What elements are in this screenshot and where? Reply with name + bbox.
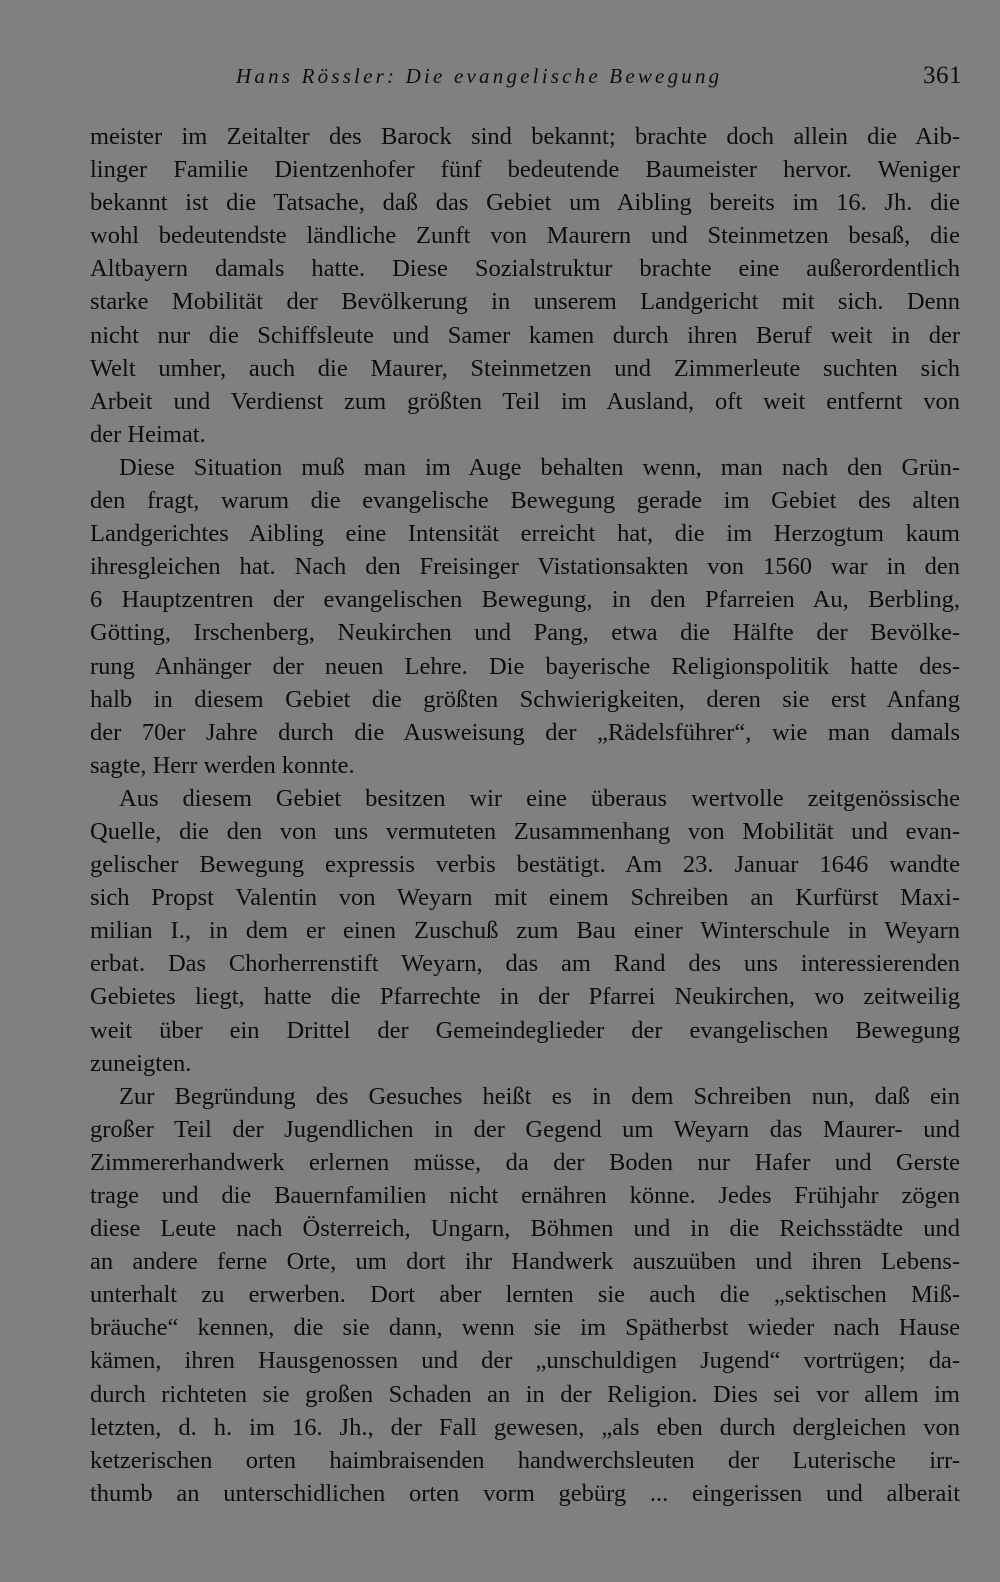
text-line: ihresgleichen hat. Nach den Freisinger Vistationsakten von 1560 war in den	[90, 553, 960, 581]
text-line: 6 Hauptzentren der evangelischen Bewegung, in den Pfarreien Au, Berbling,	[90, 586, 960, 614]
text-line: Quelle, die den von uns vermuteten Zusammenhang von Mobilität und evan-	[90, 817, 960, 845]
text-line: letzten, d. h. im 16. Jh., der Fall gewesen, „als eben durch dergleichen von	[90, 1413, 960, 1441]
text-line: sich Propst Valentin von Weyarn mit einem Schreiben an Kurfürst Maxi-	[90, 884, 960, 912]
text-line: thumb an unterschidlichen orten vorm gebürg ... eingerissen und alberait	[90, 1479, 960, 1507]
text-line: unterhalt zu erwerben. Dort aber lernten sie auch die „sektischen Miß-	[90, 1281, 960, 1309]
text-line: kämen, ihren Hausgenossen und der „unschuldigen Jugend“ vortrügen; da-	[90, 1347, 960, 1375]
text-line: erbat. Das Chorherrenstift Weyarn, das am Rand des uns interessierenden	[90, 950, 960, 978]
text-line: diese Leute nach Österreich, Ungarn, Böhmen und in die Reichsstädte und	[90, 1215, 960, 1243]
text-line: ketzerischen orten haimbraisenden handwerchsleuten der Luterische irr-	[90, 1446, 960, 1474]
running-head	[0, 64, 1000, 104]
text-line: Zimmererhandwerk erlernen müsse, da der Boden nur Hafer und Gerste	[90, 1148, 960, 1176]
paragraph	[90, 451, 960, 782]
text-line: Gebietes liegt, hatte die Pfarrechte in der Pfarrei Neukirchen, wo zeitweilig	[90, 983, 960, 1011]
text-line: wohl bedeutendste ländliche Zunft von Maurern und Steinmetzen besaß, die	[90, 222, 960, 250]
text-line: halb in diesem Gebiet die größten Schwierigkeiten, deren sie erst Anfang	[90, 685, 960, 713]
text-line: Arbeit und Verdienst zum größten Teil im Ausland, oft weit entfernt von	[90, 387, 960, 415]
text-line: sagte, Herr werden konnte.	[90, 751, 355, 779]
text-line: der 70er Jahre durch die Ausweisung der „Rädelsführer“, wie man damals	[90, 718, 960, 746]
paragraph	[90, 1080, 960, 1510]
text-line: Altbayern damals hatte. Diese Sozialstruktur brachte eine außerordentlich	[90, 255, 960, 283]
text-line: großer Teil der Jugendlichen in der Gegend um Weyarn das Maurer- und	[90, 1115, 960, 1143]
text-line: Aus diesem Gebiet besitzen wir eine überaus wertvolle zeitgenössische	[119, 784, 960, 812]
text-line: Zur Begründung des Gesuches heißt es in dem Schreiben nun, daß ein	[119, 1082, 960, 1110]
text-line: weit über ein Drittel der Gemeindeglieder der evangelischen Bewegung	[90, 1016, 960, 1044]
paragraph	[90, 120, 960, 451]
body-text	[90, 120, 960, 1510]
text-line: nicht nur die Schiffsleute und Samer kamen durch ihren Beruf weit in der	[90, 321, 960, 349]
text-line: durch richteten sie großen Schaden an in der Religion. Dies sei vor allem im	[90, 1380, 960, 1408]
text-line: der Heimat.	[90, 420, 206, 448]
paragraph	[90, 782, 960, 1080]
text-line: bräuche“ kennen, die sie dann, wenn sie im Spätherbst wieder nach Hause	[90, 1314, 960, 1342]
text-line: zuneigten.	[90, 1049, 192, 1077]
text-line: trage und die Bauernfamilien nicht ernähren könne. Jedes Frühjahr zögen	[90, 1182, 960, 1209]
text-line: Götting, Irschenberg, Neukirchen und Pang, etwa die Hälfte der Bevölke-	[90, 619, 960, 647]
running-title: Hans Rössler: Die evangelische Bewegung	[236, 64, 723, 88]
text-line: meister im Zeitalter des Barock sind bekannt; brachte doch allein die Aib-	[90, 123, 960, 150]
text-line: bekannt ist die Tatsache, daß das Gebiet um Aibling bereits im 16. Jh. die	[90, 189, 960, 217]
text-line: den fragt, warum die evangelische Bewegung gerade im Gebiet des alten	[90, 487, 960, 515]
text-line: milian I., in dem er einen Zuschuß zum Bau einer Winterschule in Weyarn	[90, 917, 960, 945]
text-line: Welt umher, auch die Maurer, Steinmetzen und Zimmerleute suchten sich	[90, 354, 960, 382]
text-line: linger Familie Dientzenhofer fünf bedeutende Baumeister hervor. Weniger	[90, 156, 960, 184]
page-number: 361	[923, 62, 962, 89]
text-line: an andere ferne Orte, um dort ihr Handwerk auszuüben und ihren Lebens-	[90, 1248, 960, 1276]
text-line: Landgerichtes Aibling eine Intensität erreicht hat, die im Herzogtum kaum	[90, 520, 960, 548]
text-line: rung Anhänger der neuen Lehre. Die bayerische Religionspolitik hatte des-	[90, 652, 960, 680]
text-line: starke Mobilität der Bevölkerung in unserem Landgericht mit sich. Denn	[90, 288, 960, 316]
text-line: Diese Situation muß man im Auge behalten wenn, man nach den Grün-	[119, 453, 960, 481]
text-line: gelischer Bewegung expressis verbis bestätigt. Am 23. Januar 1646 wandte	[90, 851, 960, 879]
